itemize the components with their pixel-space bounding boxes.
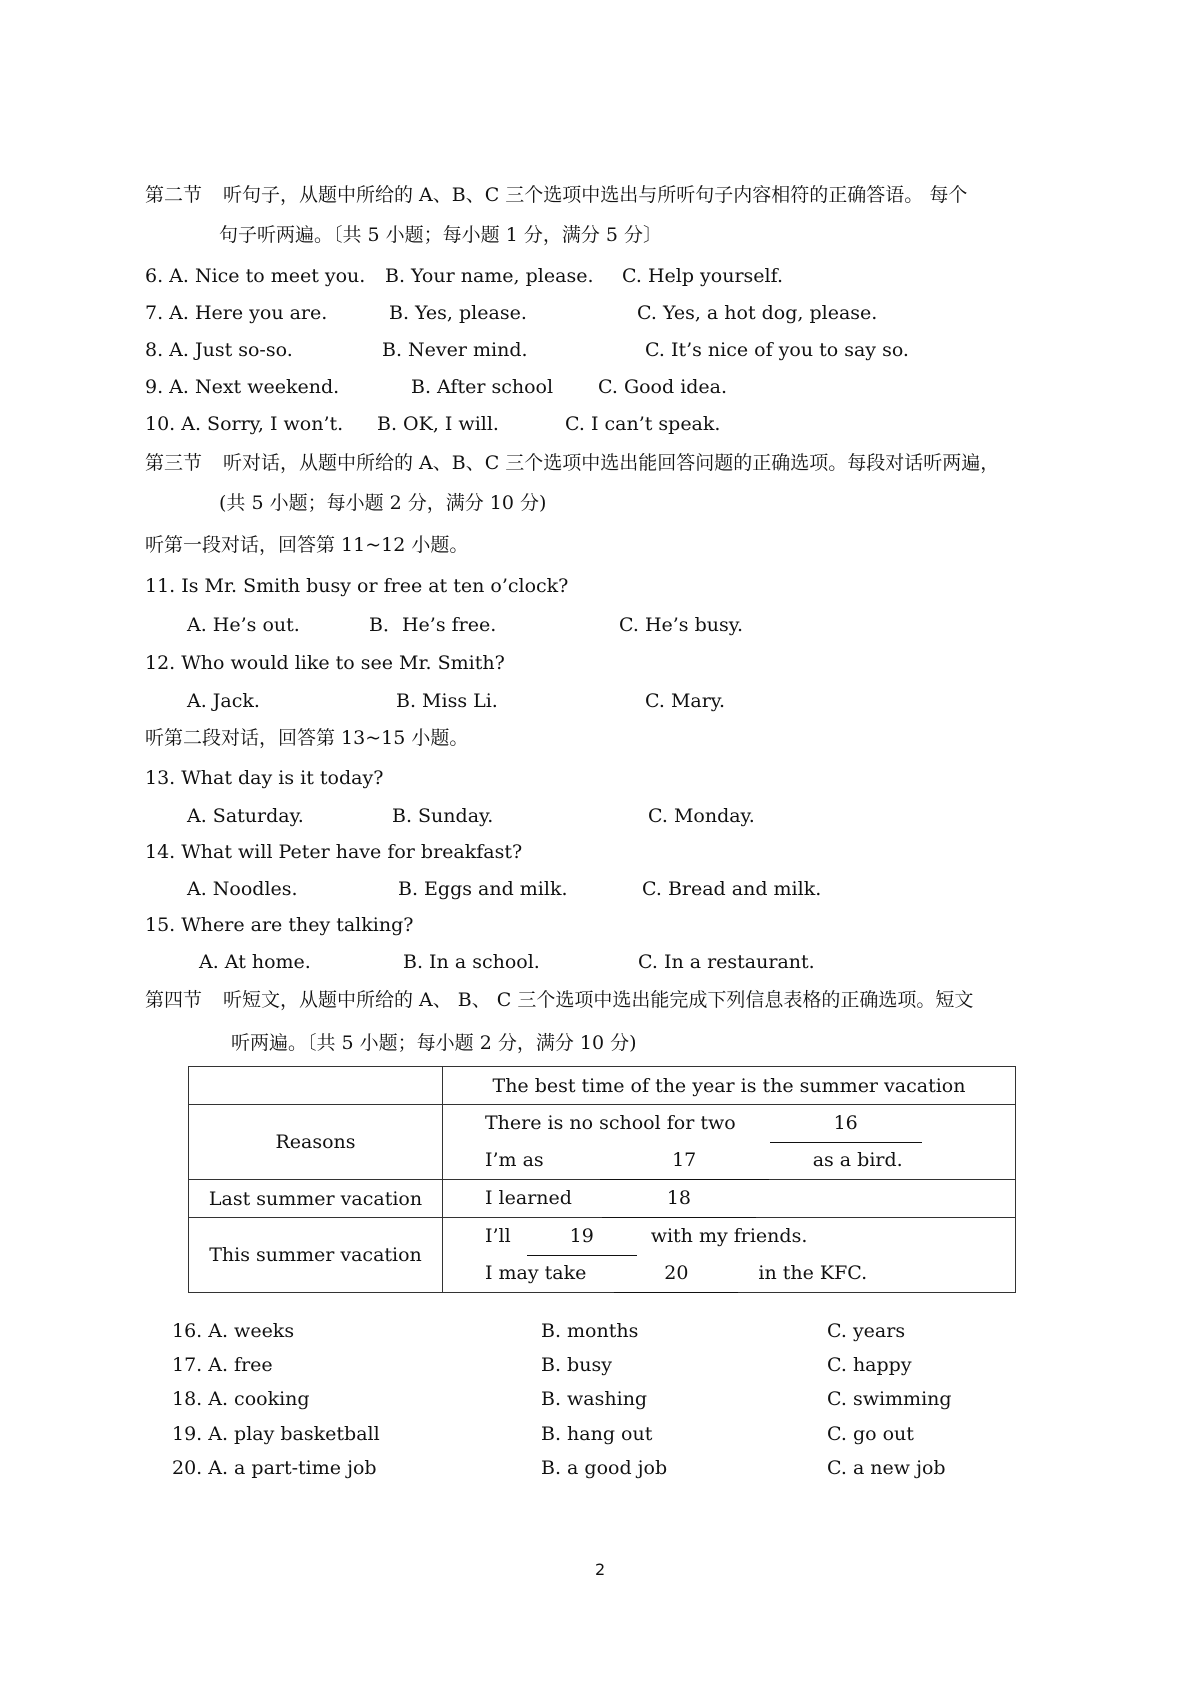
q19-option-b: B. hang out [541,1423,653,1445]
blank-17: 17 [600,1142,769,1180]
q14-question: 14. What will Peter have for breakfast? [145,841,523,863]
section2-instruction-line2: 句子听两遍。〔共 5 小题；每小题 1 分，满分 5 分〕 [219,224,663,246]
q17-option-a: 17. A. free [172,1354,273,1376]
section4-instruction-line1: 听短文，从题中所给的 A、 B、 C 三个选项中选出能完成下列信息表格的正确选项。短文 [223,989,974,1011]
q16-option-b: B. months [541,1320,639,1342]
q9-option-a: 9. A. Next weekend. [145,376,340,398]
q16-option-c: C. years [827,1320,906,1342]
section3-instruction-line1: 听对话，从题中所给的 A、B、C 三个选项中选出能回答问题的正确选项。每段对话听两遍， [223,452,1000,474]
reason2-pre: I’m as [485,1149,544,1171]
q12-option-b: B. Miss Li. [396,690,498,712]
q18-option-a: 18. A. cooking [172,1388,310,1410]
q18-option-c: C. swimming [827,1388,952,1410]
dialog1-instruction: 听第一段对话，回答第 11~12 小题。 [145,534,469,556]
q13-option-b: B. Sunday. [392,805,494,827]
table-empty-cell [189,1067,443,1105]
q19-option-a: 19. A. play basketball [172,1423,380,1445]
q12-question: 12. Who would like to see Mr. Smith? [145,652,505,674]
info-table [188,1066,1016,1293]
q8-option-c: C. It’s nice of you to say so. [645,339,909,361]
last-vacation-label: Last summer vacation [189,1180,443,1218]
q14-option-b: B. Eggs and milk. [398,878,568,900]
q17-option-c: C. happy [827,1354,912,1376]
q8-option-b: B. Never mind. [382,339,528,361]
q6-option-c: C. Help yourself. [622,265,783,287]
q13-question: 13. What day is it today? [145,767,384,789]
q9-option-c: C. Good idea. [598,376,728,398]
last-vacation-content [443,1180,1016,1218]
q19-option-c: C. go out [827,1423,914,1445]
section3-label: 第三节 [145,452,203,474]
q11-option-a: A. He’s out. [187,614,300,636]
q13-option-a: A. Saturday. [187,805,304,827]
reason2-post: as a bird. [812,1149,903,1171]
q7-option-a: 7. A. Here you are. [145,302,328,324]
this1-post: with my friends. [650,1225,808,1247]
q6-option-b: B. Your name, please. [385,265,594,287]
this-row-2 [485,1255,1015,1292]
q6-option-a: 6. A. Nice to meet you. [145,265,366,287]
q14-option-c: C. Bread and milk. [642,878,822,900]
dialog2-instruction: 听第二段对话，回答第 13~15 小题。 [145,727,469,749]
this2-pre: I may take [485,1262,587,1284]
q8-option-a: 8. A. Just so-so. [145,339,293,361]
q15-option-c: C. In a restaurant. [638,951,815,973]
q10-option-c: C. I can’t speak. [565,413,721,435]
section3-instruction-line2: (共 5 小题；每小题 2 分，满分 10 分) [219,492,547,514]
this-row-1 [485,1218,1015,1255]
this2-post: in the KFC. [758,1262,868,1284]
q20-option-a: 20. A. a part-time job [172,1457,377,1479]
q14-option-a: A. Noodles. [187,878,298,900]
q9-option-b: B. After school [411,376,554,398]
q11-option-c: C. He’s busy. [619,614,743,636]
q13-option-c: C. Monday. [648,805,755,827]
table-header: The best time of the year is the summer vacation [443,1067,1016,1105]
q16-option-a: 16. A. weeks [172,1320,295,1342]
q11-question: 11. Is Mr. Smith busy or free at ten o’clock? [145,575,569,597]
page-number: 2 [595,1560,606,1579]
reason-row-1 [485,1105,1015,1142]
q11-option-b: B．He’s free. [369,614,497,636]
q15-option-b: B. In a school. [403,951,540,973]
this1-pre: I’ll [485,1225,511,1247]
blank-20: 20 [614,1255,738,1293]
q10-option-a: 10. A. Sorry, I won’t. [145,413,344,435]
blank-18: 18 [602,1180,756,1218]
blank-19: 19 [527,1218,637,1256]
this-vacation-label: This summer vacation [189,1218,443,1293]
q12-option-a: A. Jack. [187,690,260,712]
q12-option-c: C. Mary. [645,690,726,712]
last-row-1 [485,1180,1015,1217]
q17-option-b: B. busy [541,1354,612,1376]
blank-16: 16 [770,1105,922,1143]
this-vacation-content [443,1218,1016,1293]
section4-instruction-line2: 听两遍。〔共 5 小题；每小题 2 分，满分 10 分) [231,1032,637,1054]
last1-pre: I learned [485,1187,572,1209]
reason1-text: There is no school for two [485,1112,736,1134]
reasons-label: Reasons [189,1105,443,1180]
section2-instruction-line1: 听句子，从题中所给的 A、B、C 三个选项中选出与所听句子内容相符的正确答语。 每个 [223,184,968,206]
q18-option-b: B. washing [541,1388,648,1410]
q20-option-b: B. a good job [541,1457,668,1479]
section4-label: 第四节 [145,989,203,1011]
q7-option-b: B. Yes, please. [389,302,527,324]
q15-question: 15. Where are they talking? [145,914,414,936]
section2-label: 第二节 [145,184,203,206]
q20-option-c: C. a new job [827,1457,946,1479]
q7-option-c: C. Yes, a hot dog, please. [637,302,878,324]
q15-option-a: A. At home. [199,951,311,973]
reasons-content [443,1105,1016,1180]
reason-row-2 [485,1142,1015,1179]
q10-option-b: B. OK, I will. [377,413,499,435]
